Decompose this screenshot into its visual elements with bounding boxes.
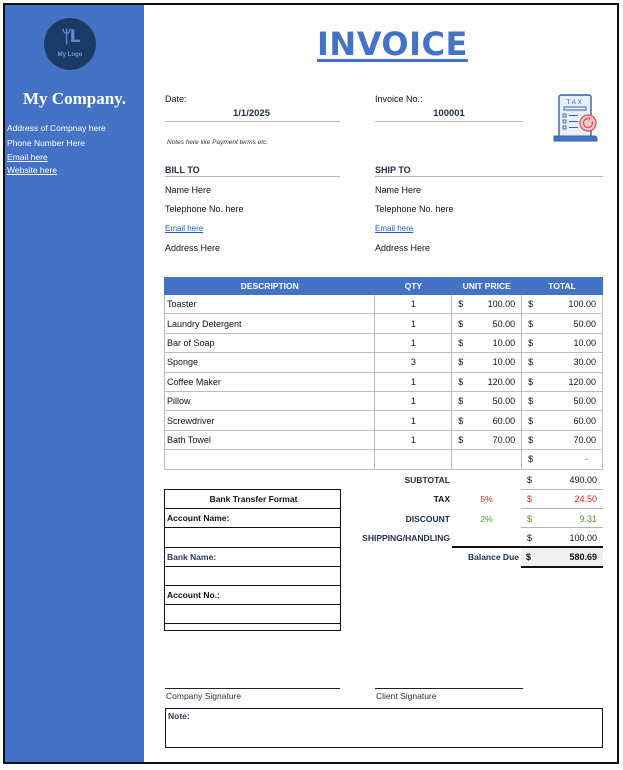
company-signature-label: Company Signature <box>166 691 242 701</box>
unit-price-value: 120.00 <box>487 376 516 387</box>
ship-to-name[interactable]: Name Here <box>375 185 422 195</box>
col-description: DESCRIPTION <box>165 278 375 295</box>
balance-currency: $ <box>526 552 532 562</box>
ship-to-heading: SHIP TO <box>375 165 411 175</box>
table-header-row <box>165 278 603 295</box>
bill-to-address[interactable]: Address Here <box>165 243 221 253</box>
currency-symbol: $ <box>528 396 534 407</box>
total-value: 60.00 <box>573 415 596 426</box>
table-row <box>165 372 603 391</box>
item-description[interactable] <box>165 450 375 469</box>
item-unit-price[interactable] <box>452 411 522 430</box>
item-unit-price[interactable] <box>452 314 522 333</box>
company-website-link[interactable]: Website here <box>7 165 57 175</box>
ship-to-phone[interactable]: Telephone No. here <box>375 204 454 214</box>
client-signature-label: Client Signature <box>376 691 437 701</box>
invoice-title: INVOICE <box>317 25 468 63</box>
item-qty[interactable]: 1 <box>375 430 452 449</box>
item-unit-price[interactable] <box>452 391 522 410</box>
item-qty[interactable]: 1 <box>375 411 452 430</box>
currency-symbol: $ <box>528 299 534 310</box>
item-total <box>522 333 603 352</box>
company-signature-line[interactable] <box>165 688 340 689</box>
unit-price-value: 100.00 <box>487 299 516 310</box>
currency-symbol: $ <box>528 337 534 348</box>
total-value: 100.00 <box>568 299 596 310</box>
balance-due-value: 580.69 <box>569 552 597 562</box>
unit-price-value: 60.00 <box>492 415 516 426</box>
total-value: 30.00 <box>573 357 596 368</box>
bill-to-email-link[interactable]: Email here <box>165 224 204 233</box>
item-description[interactable]: Toaster <box>165 295 375 314</box>
currency-symbol: $ <box>528 357 534 368</box>
col-qty: QTY <box>375 278 452 295</box>
col-total: TOTAL <box>522 278 603 295</box>
company-sidebar <box>5 5 144 762</box>
currency-symbol: $ <box>528 434 534 445</box>
currency-symbol: $ <box>458 337 464 348</box>
item-unit-price[interactable] <box>452 450 522 469</box>
unit-price-value: 50.00 <box>492 396 516 407</box>
ship-to-address[interactable]: Address Here <box>375 243 431 253</box>
currency-symbol: $ <box>528 454 534 465</box>
shipping-currency: $ <box>527 533 533 543</box>
tax-divider <box>521 508 603 509</box>
currency-symbol: $ <box>458 396 464 407</box>
table-row <box>165 314 603 333</box>
table-row <box>165 391 603 410</box>
discount-value: 9.31 <box>579 514 597 524</box>
item-qty[interactable]: 1 <box>375 295 452 314</box>
discount-currency: $ <box>527 514 533 524</box>
logo-mark-icon: ᛘL <box>61 27 79 47</box>
item-total <box>522 295 603 314</box>
balance-due-label: Balance Due <box>467 552 519 562</box>
line-items-table <box>164 277 603 470</box>
total-value: 120.00 <box>568 376 596 387</box>
col-unit-price: UNIT PRICE <box>452 278 522 295</box>
item-description[interactable]: Sponge <box>165 353 375 372</box>
item-total <box>522 430 603 449</box>
currency-symbol: $ <box>528 415 534 426</box>
date-value[interactable]: 1/1/2025 <box>233 108 270 119</box>
total-value: - <box>585 454 588 465</box>
account-name-label: Account Name: <box>165 509 340 528</box>
invoice-no-label: Invoice No.: <box>375 94 423 104</box>
bill-to-underline <box>165 176 340 177</box>
ship-to-underline <box>375 176 603 177</box>
item-qty[interactable]: 1 <box>375 333 452 352</box>
invoice-no-value[interactable]: 100001 <box>433 108 465 119</box>
tax-value: 24.50 <box>574 494 597 504</box>
discount-label: DISCOUNT <box>405 514 450 524</box>
currency-symbol: $ <box>458 318 464 329</box>
tax-document-icon <box>550 92 602 144</box>
svg-text:TAX: TAX <box>566 99 584 106</box>
tax-label: TAX <box>433 494 450 504</box>
bank-name-label: Bank Name: <box>165 548 340 567</box>
account-no-field[interactable] <box>165 605 340 624</box>
tax-currency: $ <box>527 494 533 504</box>
currency-symbol: $ <box>458 434 464 445</box>
account-name-field[interactable] <box>165 528 340 547</box>
table-row <box>165 295 603 314</box>
company-phone: Phone Number Here <box>7 138 85 148</box>
bank-name-field[interactable] <box>165 567 340 586</box>
item-total <box>522 314 603 333</box>
item-description[interactable]: Bath Towel <box>165 430 375 449</box>
item-description[interactable]: Bar of Soap <box>165 333 375 352</box>
subtotal-currency: $ <box>527 475 533 485</box>
company-address: Address of Compnay here <box>7 123 106 133</box>
item-total <box>522 372 603 391</box>
unit-price-value: 10.00 <box>492 337 516 348</box>
subtotal-label: SUBTOTAL <box>404 475 450 485</box>
bank-box-spacer <box>165 624 340 630</box>
currency-symbol: $ <box>528 318 534 329</box>
item-total <box>522 353 603 372</box>
company-email-link[interactable]: Email here <box>7 152 48 162</box>
shipping-value[interactable]: 100.00 <box>569 533 597 543</box>
table-row <box>165 333 603 352</box>
note-label: Note: <box>168 711 190 721</box>
account-no-label: Account No.: <box>165 586 340 605</box>
item-description[interactable]: Laundry Detergent <box>165 314 375 333</box>
item-unit-price[interactable] <box>452 430 522 449</box>
item-description[interactable]: Screwdriver <box>165 411 375 430</box>
unit-price-value: 70.00 <box>492 434 516 445</box>
total-value: 70.00 <box>573 434 596 445</box>
item-description[interactable]: Pillow <box>165 391 375 410</box>
item-total <box>522 450 603 469</box>
subtotal-divider <box>521 489 603 490</box>
balance-bottom-rule <box>521 566 603 568</box>
item-qty[interactable]: 3 <box>375 353 452 372</box>
unit-price-value: 10.00 <box>492 357 516 368</box>
item-qty[interactable] <box>375 450 452 469</box>
item-unit-price[interactable] <box>452 295 522 314</box>
item-description[interactable]: Coffee Maker <box>165 372 375 391</box>
bill-to-phone[interactable]: Telephone No. here <box>165 204 244 214</box>
company-name: My Company. <box>23 89 126 108</box>
logo-text: My Logo <box>57 52 83 58</box>
bill-to-heading: BILL TO <box>165 165 200 175</box>
item-unit-price[interactable] <box>452 333 522 352</box>
invoice-no-underline <box>375 121 523 122</box>
ship-to-email-link[interactable]: Email here <box>375 224 414 233</box>
subtotal-value: 490.00 <box>569 475 597 485</box>
item-unit-price[interactable] <box>452 372 522 391</box>
total-value: 50.00 <box>573 318 596 329</box>
currency-symbol: $ <box>458 376 464 387</box>
shipping-label: SHIPPING/HANDLING <box>362 533 450 543</box>
payment-notes[interactable]: Notes here like Payment terms etc. <box>167 139 269 146</box>
discount-divider <box>521 527 603 528</box>
company-logo <box>44 18 96 70</box>
note-box[interactable] <box>165 708 603 748</box>
client-signature-line[interactable] <box>375 688 523 689</box>
table-row <box>165 411 603 430</box>
bank-transfer-heading: Bank Transfer Format <box>165 490 340 509</box>
total-value: 10.00 <box>573 337 596 348</box>
item-qty[interactable]: 1 <box>375 314 452 333</box>
bank-transfer-box <box>164 489 341 631</box>
table-row <box>165 353 603 372</box>
currency-symbol: $ <box>528 376 534 387</box>
bill-to-name[interactable]: Name Here <box>165 185 212 195</box>
tax-percent[interactable]: 5% <box>480 494 493 504</box>
table-row <box>165 430 603 449</box>
currency-symbol: $ <box>458 415 464 426</box>
invoice-page <box>3 3 619 764</box>
currency-symbol: $ <box>458 299 464 310</box>
item-qty[interactable]: 1 <box>375 391 452 410</box>
item-total <box>522 411 603 430</box>
table-row <box>165 450 603 469</box>
total-value: 50.00 <box>573 396 596 407</box>
item-total <box>522 391 603 410</box>
unit-price-value: 50.00 <box>492 318 516 329</box>
item-unit-price[interactable] <box>452 353 522 372</box>
currency-symbol: $ <box>458 357 464 368</box>
discount-percent[interactable]: 2% <box>480 514 493 524</box>
date-underline <box>165 121 340 122</box>
item-qty[interactable]: 1 <box>375 372 452 391</box>
date-label: Date: <box>165 94 187 104</box>
